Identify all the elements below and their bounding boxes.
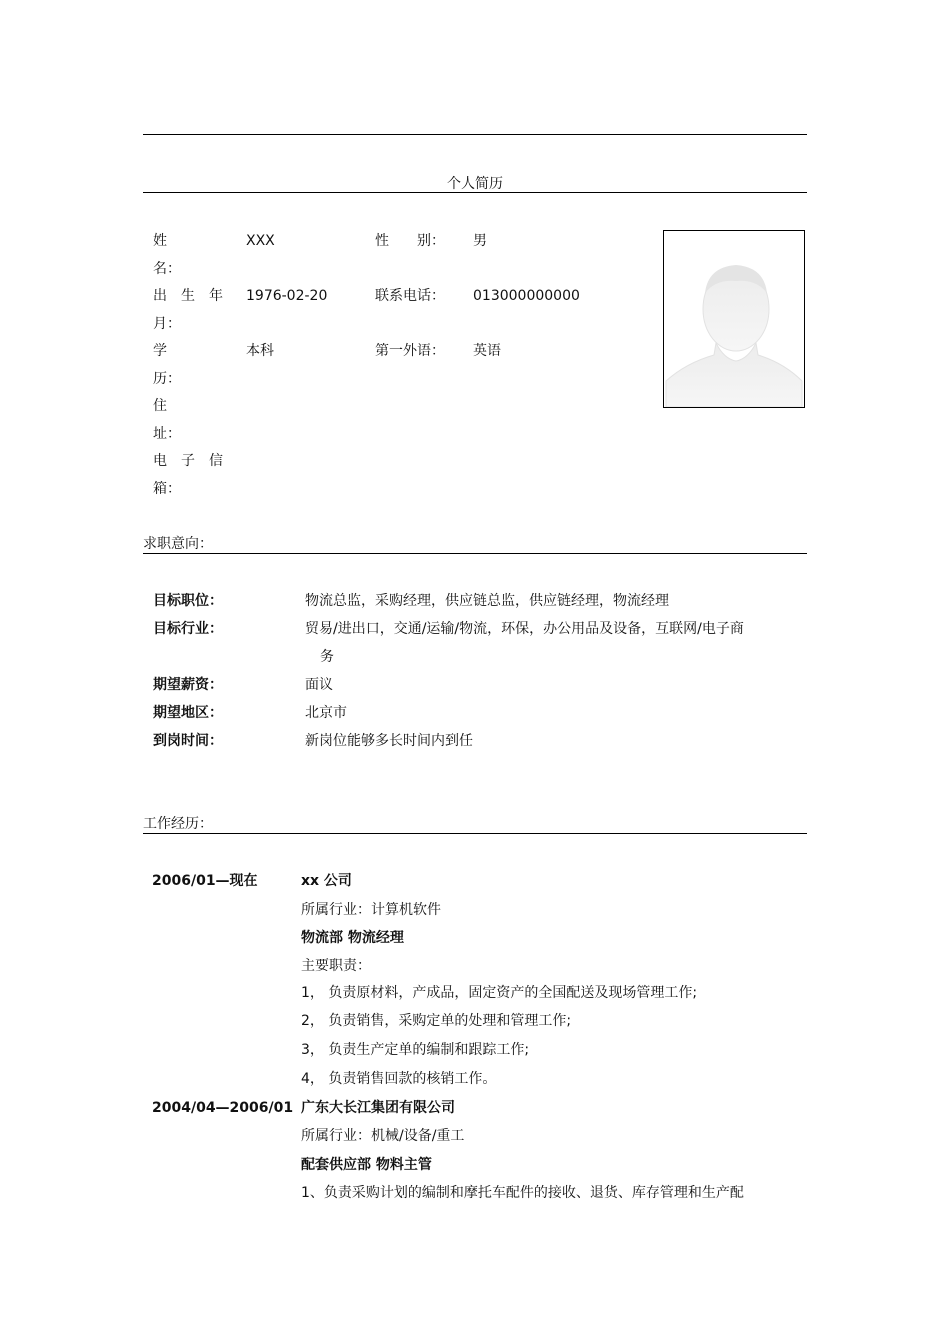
email-label-cont: 箱： bbox=[153, 481, 181, 497]
title-underline bbox=[143, 192, 807, 193]
job-duty: 4， 负责销售回款的核销工作。 bbox=[301, 1071, 497, 1087]
lang-label: 第一外语： bbox=[375, 343, 445, 359]
objective-label-location: 期望地区： bbox=[153, 705, 223, 721]
job-duty: 3， 负责生产定单的编制和跟踪工作; bbox=[301, 1042, 530, 1058]
gender-label: 性 别： bbox=[375, 233, 445, 249]
job-company: 广东大长江集团有限公司 bbox=[301, 1100, 455, 1116]
job-duty: 2， 负责销售，采购定单的处理和管理工作; bbox=[301, 1013, 572, 1029]
profile-photo bbox=[663, 230, 805, 408]
objective-value-salary: 面议 bbox=[305, 677, 333, 693]
top-rule bbox=[143, 134, 807, 135]
job-duty: 1， 负责原材料，产成品，固定资产的全国配送及现场管理工作; bbox=[301, 985, 698, 1001]
name-label-cont: 名： bbox=[153, 261, 181, 277]
birth-label: 出 生 年 bbox=[153, 288, 223, 304]
objective-value-industry: 贸易/进出口，交通/运输/物流，环保，办公用品及设备，互联网/电子商 bbox=[305, 621, 744, 637]
job-period: 2006/01—现在 bbox=[152, 873, 258, 889]
birth-value: 1976-02-20 bbox=[246, 288, 328, 304]
phone-value: 013000000000 bbox=[473, 288, 580, 304]
job-duty: 1、负责采购计划的编制和摩托车配件的接收、退货、库存管理和生产配 bbox=[301, 1185, 744, 1201]
phone-label: 联系电话： bbox=[375, 288, 445, 304]
objective-value-location: 北京市 bbox=[305, 705, 347, 721]
objective-heading: 求职意向： bbox=[143, 536, 213, 552]
lang-value: 英语 bbox=[473, 343, 501, 359]
birth-label-cont: 月： bbox=[153, 316, 181, 332]
objective-label-start: 到岗时间： bbox=[153, 733, 223, 749]
job-position: 配套供应部 物料主管 bbox=[301, 1157, 432, 1173]
edu-label: 学 bbox=[153, 343, 167, 359]
edu-label-cont: 历： bbox=[153, 371, 181, 387]
email-label: 电 子 信 bbox=[153, 453, 223, 469]
job-industry: 所属行业：机械/设备/重工 bbox=[301, 1128, 465, 1144]
address-label: 住 bbox=[153, 398, 167, 414]
job-position: 物流部 物流经理 bbox=[301, 930, 404, 946]
job-duties-title: 主要职责： bbox=[301, 958, 371, 974]
page-title: 个人简历 bbox=[447, 176, 503, 192]
job-industry: 所属行业：计算机软件 bbox=[301, 902, 441, 918]
objective-label-salary: 期望薪资： bbox=[153, 677, 223, 693]
objective-value-position: 物流总监，采购经理，供应链总监，供应链经理，物流经理 bbox=[305, 593, 669, 609]
experience-heading: 工作经历： bbox=[143, 816, 213, 832]
objective-value-start: 新岗位能够多长时间内到任 bbox=[305, 733, 473, 749]
objective-label-position: 目标职位： bbox=[153, 593, 223, 609]
objective-rule bbox=[143, 553, 807, 554]
objective-label-industry: 目标行业： bbox=[153, 621, 223, 637]
job-company: xx 公司 bbox=[301, 873, 352, 889]
name-value: XXX bbox=[246, 233, 275, 249]
job-period: 2004/04—2006/01 bbox=[152, 1100, 294, 1116]
address-label-cont: 址： bbox=[153, 426, 181, 442]
avatar-silhouette-icon bbox=[664, 231, 804, 407]
experience-rule bbox=[143, 833, 807, 834]
gender-value: 男 bbox=[473, 233, 487, 249]
name-label: 姓 bbox=[153, 233, 167, 249]
objective-value-industry-cont: 务 bbox=[320, 649, 334, 665]
edu-value: 本科 bbox=[246, 343, 274, 359]
